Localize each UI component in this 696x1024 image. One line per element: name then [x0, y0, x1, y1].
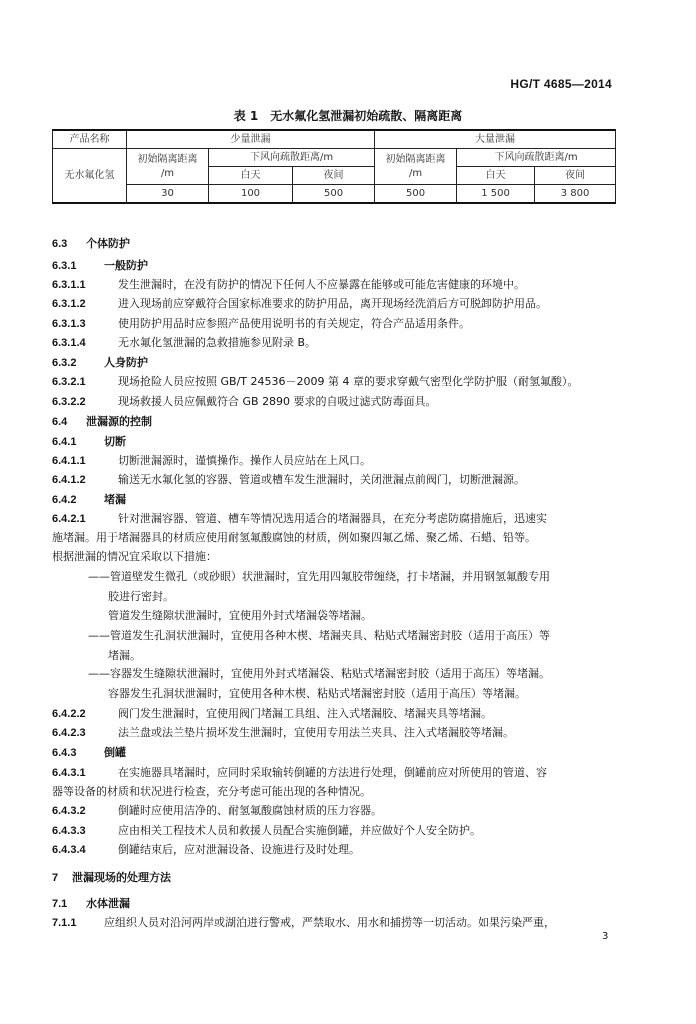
- text-line: [52, 278, 525, 292]
- product-name-cell: 无水氟化氢: [53, 149, 127, 204]
- clause-text: 应由相关工程技术人员和救援人员配合实施倒罐，并应做好个人安全防护。: [118, 824, 481, 837]
- text-line: [88, 570, 550, 584]
- text-line: [52, 375, 578, 389]
- small-downwind-header: 下风向疏散距离/m: [209, 149, 375, 167]
- clause-number: 6.3.1.1: [52, 279, 86, 291]
- value-cell: 3 800: [535, 185, 616, 204]
- clause-text: 根据泄漏的情况宜采取以下措施：: [52, 550, 217, 563]
- section-heading: [52, 897, 130, 911]
- text-line: [52, 707, 492, 721]
- clause-text: 倒罐时应使用洁净的、耐氢氟酸腐蚀材质的压力容器。: [118, 804, 382, 817]
- clause-number: 6.4.2.3: [52, 727, 86, 739]
- page-number: 3: [602, 931, 609, 942]
- clause-text: 现场抢险人员应按照 GB/T 24536－2009 第 4 章的要求穿戴气密型化学防护服（耐氢氟酸）。: [118, 375, 579, 388]
- clause-number: 6.3.1.2: [52, 298, 86, 310]
- text-line: [108, 687, 526, 701]
- large-initial-isolation-unit: /m: [408, 167, 423, 179]
- section-heading: [52, 356, 148, 370]
- clause-text: 进入现场前应穿戴符合国家标准要求的防护用品，离开现场经洗消后方可脱卸防护用品。: [118, 297, 547, 310]
- clause-text: 切断泄漏源时，谨慎操作。操作人员应站在上风口。: [118, 454, 371, 467]
- value-cell: 30: [127, 185, 209, 204]
- clause-number: 6.4.3.3: [52, 825, 86, 837]
- text-line: [52, 766, 547, 780]
- clause-text: 无水氟化氢泄漏的急救措施参见附录 B。: [118, 336, 317, 349]
- clause-text: 一般防护: [104, 259, 148, 272]
- section-heading: [52, 237, 130, 251]
- group-large-header: 大量泄漏: [375, 130, 616, 149]
- small-day-header: 白天: [209, 167, 293, 185]
- clause-text: 堵漏: [104, 493, 126, 506]
- text-line: [52, 317, 470, 331]
- clause-text: 器等设备的材质和状况进行检查，充分考虑可能出现的各种情况。: [52, 785, 371, 798]
- clause-text: 堵漏。: [108, 649, 141, 662]
- text-line: [52, 512, 547, 526]
- text-line: [52, 454, 371, 468]
- clause-number: 6.3.2: [52, 357, 77, 369]
- clause-text: ——容器发生缝隙状泄漏时，宜使用外封式堵漏袋、粘贴式堵漏密封胶（适用于高压）等堵漏。: [88, 667, 550, 680]
- text-line: [52, 395, 437, 409]
- clause-text: 泄漏源的控制: [86, 415, 152, 428]
- text-line: [88, 629, 550, 643]
- clause-text: 倒罐结束后，应对泄漏设备、设施进行及时处理。: [118, 843, 360, 856]
- clause-number: 6.3.1.4: [52, 337, 86, 349]
- large-downwind-header: 下风向疏散距离/m: [457, 149, 616, 167]
- clause-number: 6.4.2: [52, 494, 77, 506]
- clause-text: 泄漏现场的处理方法: [72, 871, 171, 884]
- text-line: [52, 336, 316, 350]
- clause-text: 水体泄漏: [86, 897, 130, 910]
- clause-number: 6.4.1.1: [52, 455, 86, 467]
- value-cell: 1 500: [457, 185, 535, 204]
- clause-number: 6.4.3: [52, 747, 77, 759]
- value-cell: 500: [375, 185, 457, 204]
- text-line: [52, 531, 536, 545]
- clause-number: 6.3.2.1: [52, 376, 86, 388]
- section-heading: [52, 435, 126, 449]
- clause-number: 6.3.1: [52, 260, 77, 272]
- value-cell: 100: [209, 185, 293, 204]
- clause-text: 发生泄漏时，在没有防护的情况下任何人不应暴露在能够或可能危害健康的环境中。: [118, 278, 525, 291]
- text-line: [108, 609, 372, 623]
- group-small-header: 少量泄漏: [127, 130, 375, 149]
- clause-text: 施堵漏。用于堵漏器具的材质应使用耐氢氟酸腐蚀的材质，例如聚四氟乙烯、聚乙烯、石蜡、铅等。: [52, 531, 536, 544]
- clause-number: 6.3: [52, 238, 68, 250]
- clause-number: 6.4.1.2: [52, 474, 86, 486]
- clause-text: 管道发生缝隙状泄漏时，宜使用外封式堵漏袋等堵漏。: [108, 609, 372, 622]
- clause-text: 法兰盘或法兰垫片损坏发生泄漏时，宜使用专用法兰夹具、注入式堵漏胶等堵漏。: [118, 726, 514, 739]
- clause-number: 6.4.2.1: [52, 513, 86, 525]
- clause-number: 6.3.2.2: [52, 396, 86, 408]
- section-heading: [52, 871, 171, 885]
- clause-number: 7.1.1: [52, 917, 77, 929]
- text-line: [108, 590, 174, 604]
- large-night-header: 夜间: [535, 167, 616, 185]
- large-initial-isolation-header: [375, 149, 457, 185]
- small-initial-isolation-unit: /m: [160, 167, 175, 179]
- clause-text: 切断: [104, 435, 126, 448]
- large-initial-isolation-label: 初始隔离距离: [385, 153, 446, 165]
- text-line: [52, 843, 360, 857]
- text-line: [52, 785, 371, 799]
- clause-text: 使用防护用品时应参照产品使用说明书的有关规定，符合产品适用条件。: [118, 317, 470, 330]
- clause-text: 倒罐: [104, 746, 126, 759]
- clause-text: 针对泄漏容器、管道、槽车等情况选用适合的堵漏器具，在充分考虑防腐措施后，迅速实: [118, 512, 547, 525]
- text-line: [52, 824, 481, 838]
- text-line: [88, 667, 550, 681]
- table-caption: 表 1 无水氟化氢泄漏初始疏散、隔离距离: [233, 109, 463, 123]
- clause-text: 在实施器具堵漏时，应同时采取输转倒罐的方法进行处理，倒罐前应对所使用的管道、容: [118, 766, 547, 779]
- section-heading: [52, 746, 126, 760]
- clause-number: 6.4.3.1: [52, 767, 86, 779]
- clause-text: 容器发生孔洞状泄漏时，宜使用各种木楔、粘贴式堵漏密封胶（适用于高压）等堵漏。: [108, 687, 526, 700]
- small-initial-isolation-header: [127, 149, 209, 185]
- section-heading: [52, 259, 148, 273]
- clause-number: 6.4.3.2: [52, 805, 86, 817]
- clause-text: 现场救援人员应佩戴符合 GB 2890 要求的自吸过滤式防毒面具。: [118, 395, 437, 408]
- clause-text: ——管道壁发生微孔（或砂眼）状泄漏时，宜先用四氟胶带缠绕，打卡堵漏，并用钢氢氟酸专用: [88, 570, 550, 583]
- clause-number: 6.4.2.2: [52, 708, 86, 720]
- text-line: [52, 550, 217, 564]
- text-line: [52, 726, 514, 740]
- clause-text: 胶进行密封。: [108, 590, 174, 603]
- clause-text: 输送无水氟化氢的容器、管道或槽车发生泄漏时，关闭泄漏点前阀门，切断泄漏源。: [118, 473, 525, 486]
- section-heading: [52, 493, 126, 507]
- clause-number: 7.1: [52, 898, 68, 910]
- clause-number: 6.3.1.3: [52, 318, 86, 330]
- clause-text: 人身防护: [104, 356, 148, 369]
- standard-code: HG/T 4685—2014: [510, 77, 612, 91]
- clause-text: 应组织人员对沿河两岸或湖泊进行警戒，严禁取水、用水和捕捞等一切活动。如果污染严重，: [104, 916, 555, 929]
- clause-number: 6.4: [52, 416, 68, 428]
- col-product-header: 产品名称: [53, 130, 127, 149]
- text-line: [52, 297, 547, 311]
- section-heading: [52, 415, 152, 429]
- distance-table: [52, 129, 616, 204]
- text-line: [52, 916, 555, 930]
- clause-number: 7: [52, 872, 59, 884]
- small-initial-isolation-label: 初始隔离距离: [137, 153, 198, 165]
- text-line: [52, 473, 525, 487]
- clause-number: 6.4.3.4: [52, 844, 86, 856]
- value-cell: 500: [293, 185, 375, 204]
- text-line: [52, 804, 382, 818]
- large-day-header: 白天: [457, 167, 535, 185]
- clause-text: 个体防护: [86, 237, 130, 250]
- clause-text: ——管道发生孔洞状泄漏时，宜使用各种木楔、堵漏夹具、粘贴式堵漏密封胶（适用于高压）等: [88, 629, 550, 642]
- clause-number: 6.4.1: [52, 436, 77, 448]
- clause-text: 阀门发生泄漏时，宜使用阀门堵漏工具组、注入式堵漏胶、堵漏夹具等堵漏。: [118, 707, 492, 720]
- text-line: [108, 649, 141, 663]
- small-night-header: 夜间: [293, 167, 375, 185]
